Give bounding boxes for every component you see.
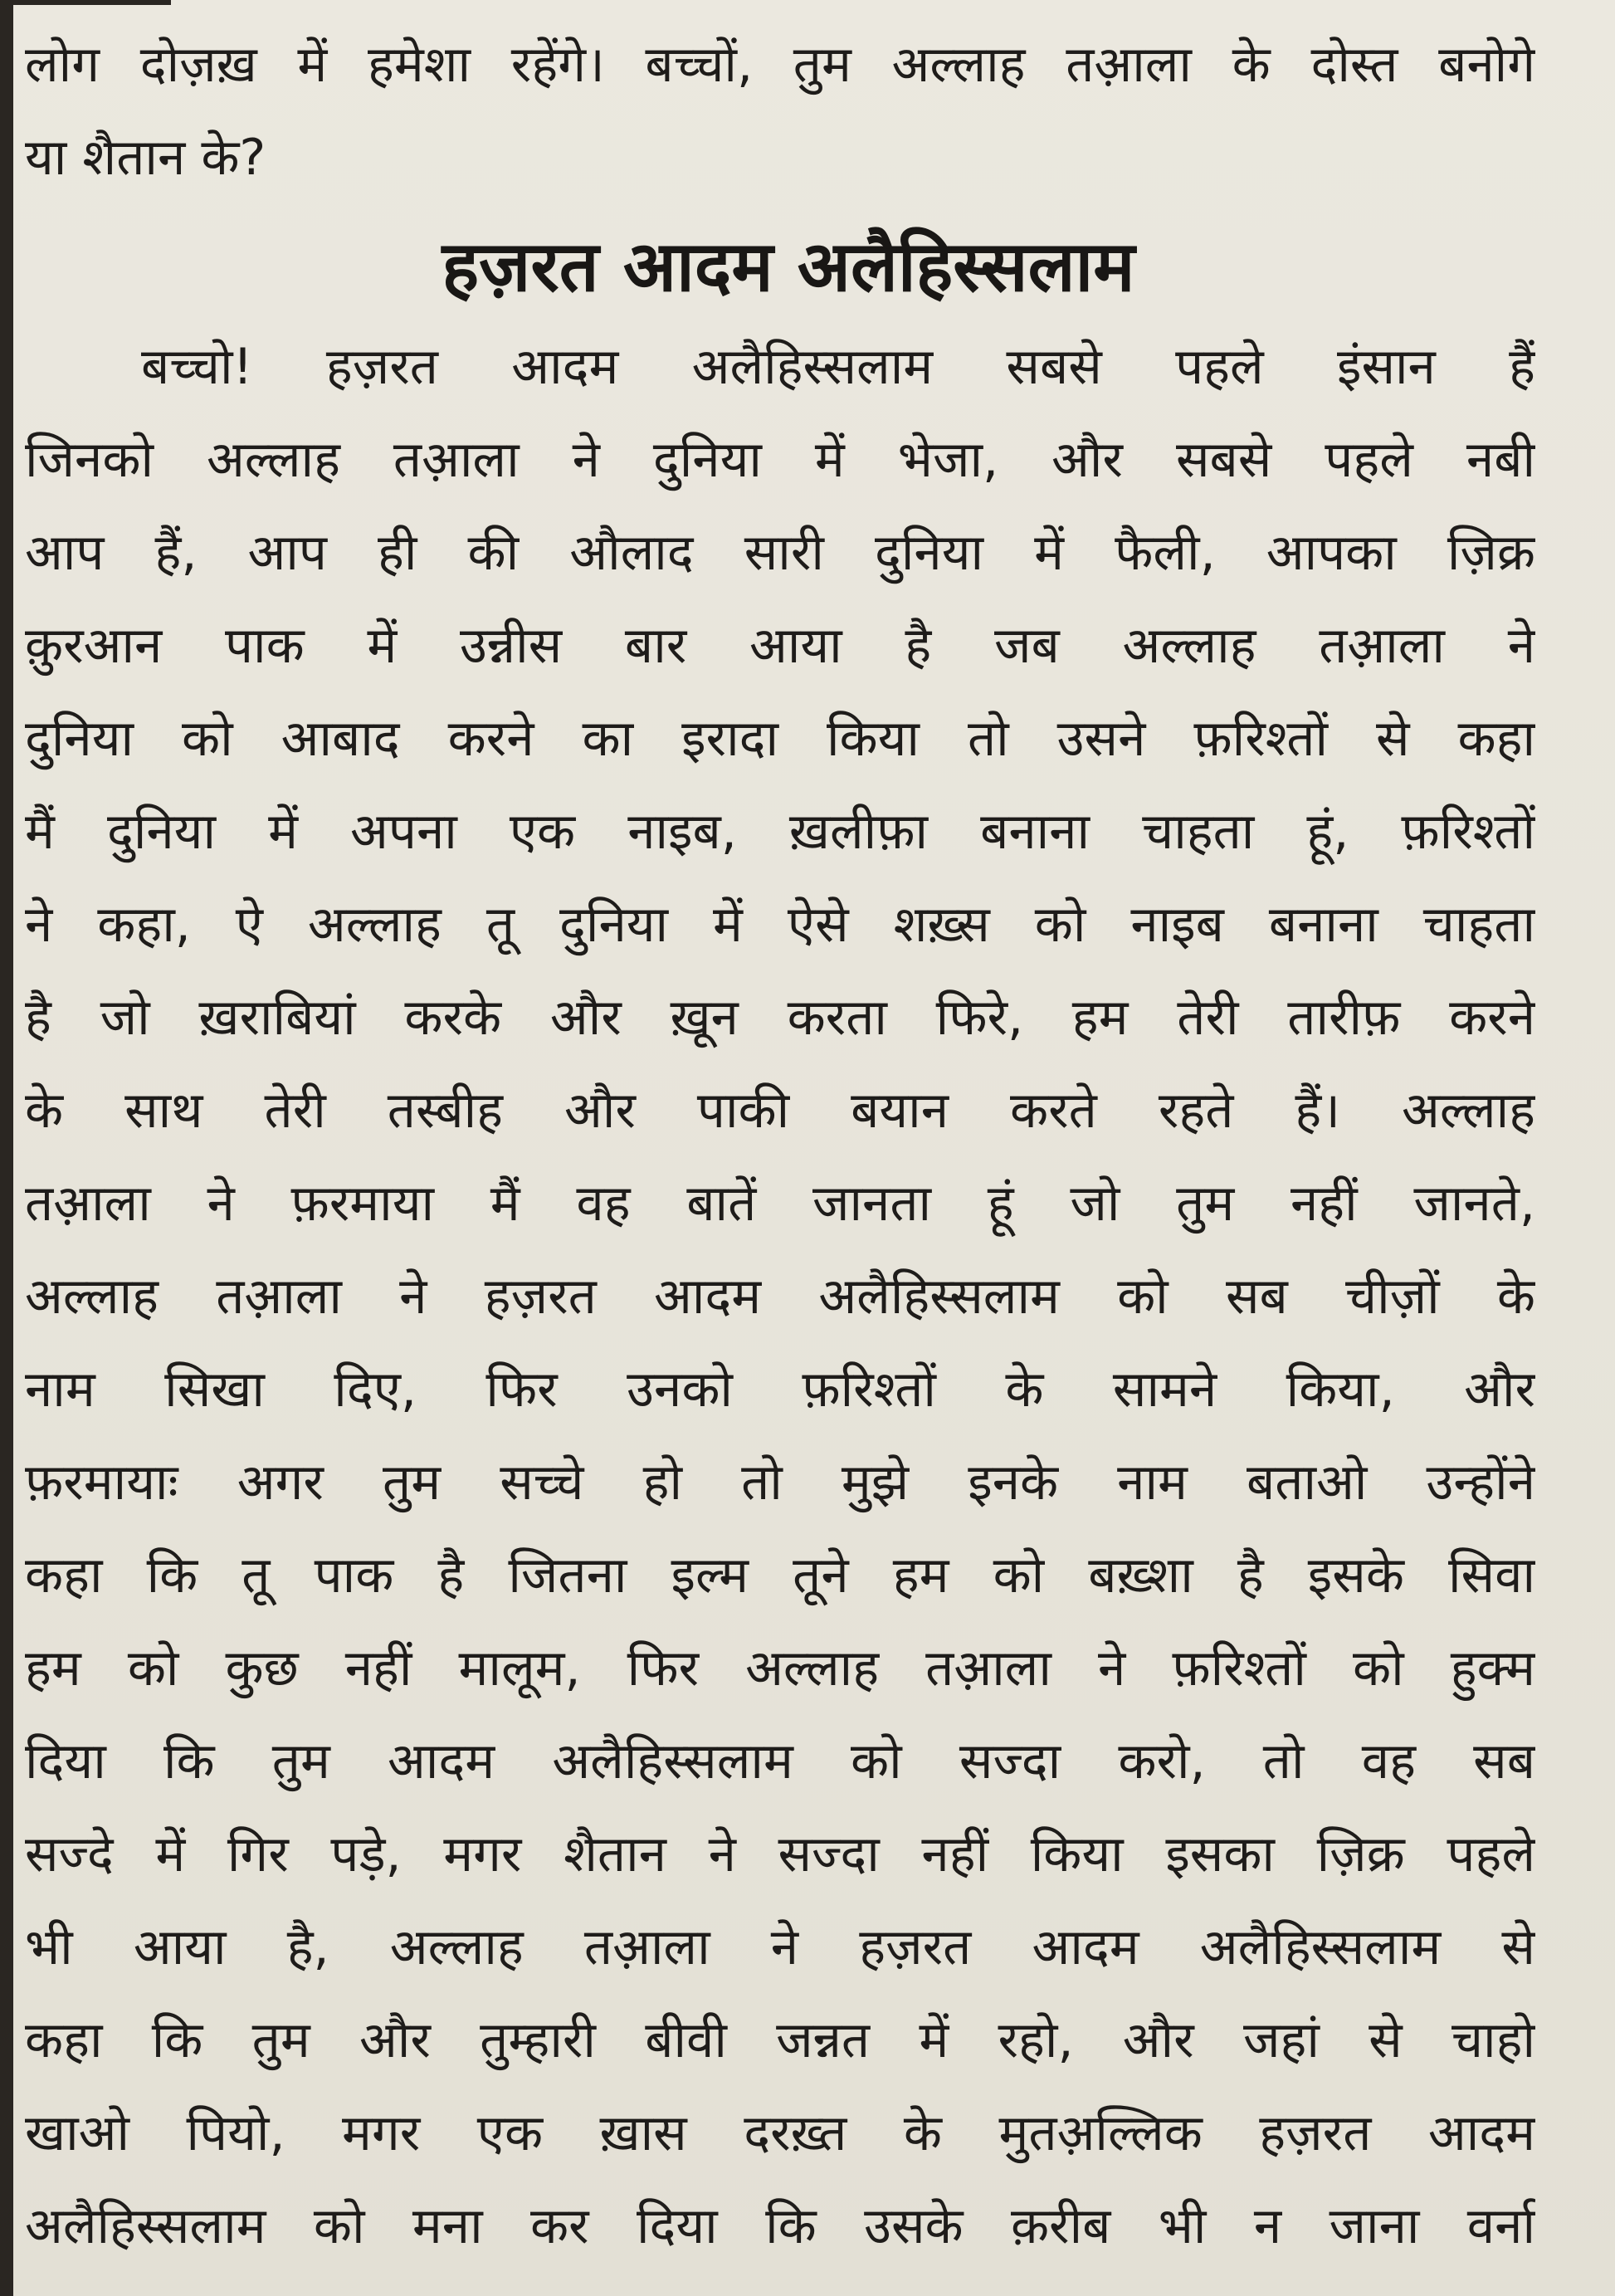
page-gutter-shadow <box>0 0 13 2296</box>
body-line: आप हैं, आप ही की औलाद सारी दुनिया में फैली, आपका ज़िक्र <box>25 524 1535 582</box>
body-line: हम को कुछ नहीं मालूम, फिर अल्लाह तआ़ला ने फ़रिश्तों को हुक्म <box>25 1639 1535 1698</box>
body-line: खाओ पियो, मगर एक ख़ास दरख़्त के मुतअ़ल्लिक हज़रत आदम <box>25 2104 1535 2162</box>
body-line: कहा कि तुम और तुम्हारी बीवी जन्नत में रहो, और जहां से चाहो <box>25 2011 1535 2069</box>
body-line: के साथ तेरी तस्बीह और पाकी बयान करते रहते हैं। अल्लाह <box>25 1082 1535 1140</box>
body-line: अल्लाह तआ़ला ने हज़रत आदम अलैहिस्सलाम को सब चीज़ों के <box>25 1268 1535 1326</box>
body-line: फ़रमायाः अगर तुम सच्चे हो तो मुझे इनके नाम बताओ उन्होंने <box>25 1453 1535 1512</box>
body-line: जिनको अल्लाह तआ़ला ने दुनिया में भेजा, और सबसे पहले नबी <box>25 431 1535 489</box>
body-line: अलैहिस्सलाम को मना कर दिया कि उसके क़रीब भी न जाना वर्ना <box>25 2197 1535 2255</box>
body-line: नाम सिखा दिए, फिर उनको फ़रिश्तों के सामने किया, और <box>25 1361 1535 1419</box>
page-text-block <box>25 18 1535 2273</box>
body-line: बच्चो! हज़रत आदम अलैहिस्सलाम सबसे पहले इंसान हैं <box>141 338 1535 396</box>
top-edge-mark <box>13 0 171 5</box>
intro-line-1: लोग दोज़ख़ में हमेशा रहेंगे। बच्चों, तुम अल्लाह तआ़ला के दोस्त बनोगे <box>25 36 1535 94</box>
body-line: तआ़ला ने फ़रमाया मैं वह बातें जानता हूं जो तुम नहीं जानते, <box>25 1175 1535 1233</box>
body-line: सज्दे में गिर पड़े, मगर शैतान ने सज्दा नहीं किया इसका ज़िक्र पहले <box>25 1825 1535 1883</box>
body-line: ने कहा, ऐ अल्लाह तू दुनिया में ऐसे शख़्स को नाइब बनाना चाहता <box>25 896 1535 954</box>
body-line: दिया कि तुम आदम अलैहिस्सलाम को सज्दा करो, तो वह सब <box>25 1732 1535 1790</box>
chapter-heading: हज़रत आदम अलैहिस्सलाम <box>442 226 1135 307</box>
body-line: भी आया है, अल्लाह तआ़ला ने हज़रत आदम अलैहिस्सलाम से <box>25 1918 1535 1976</box>
body-line: कहा कि तू पाक है जितना इल्म तूने हम को बख़्शा है इसके सिवा <box>25 1546 1535 1605</box>
body-line: मैं दुनिया में अपना एक नाइब, ख़लीफ़ा बनाना चाहता हूं, फ़रिश्तों <box>25 803 1535 861</box>
intro-line-2: या शैतान के? <box>25 129 266 187</box>
body-line: है जो ख़राबियां करके और ख़ून करता फिरे, हम तेरी तारीफ़ करने <box>25 989 1535 1047</box>
body-line: क़ुरआन पाक में उन्नीस बार आया है जब अल्लाह तआ़ला ने <box>25 617 1535 675</box>
body-line: दुनिया को आबाद करने का इरादा किया तो उसने फ़रिश्तों से कहा <box>25 710 1535 768</box>
